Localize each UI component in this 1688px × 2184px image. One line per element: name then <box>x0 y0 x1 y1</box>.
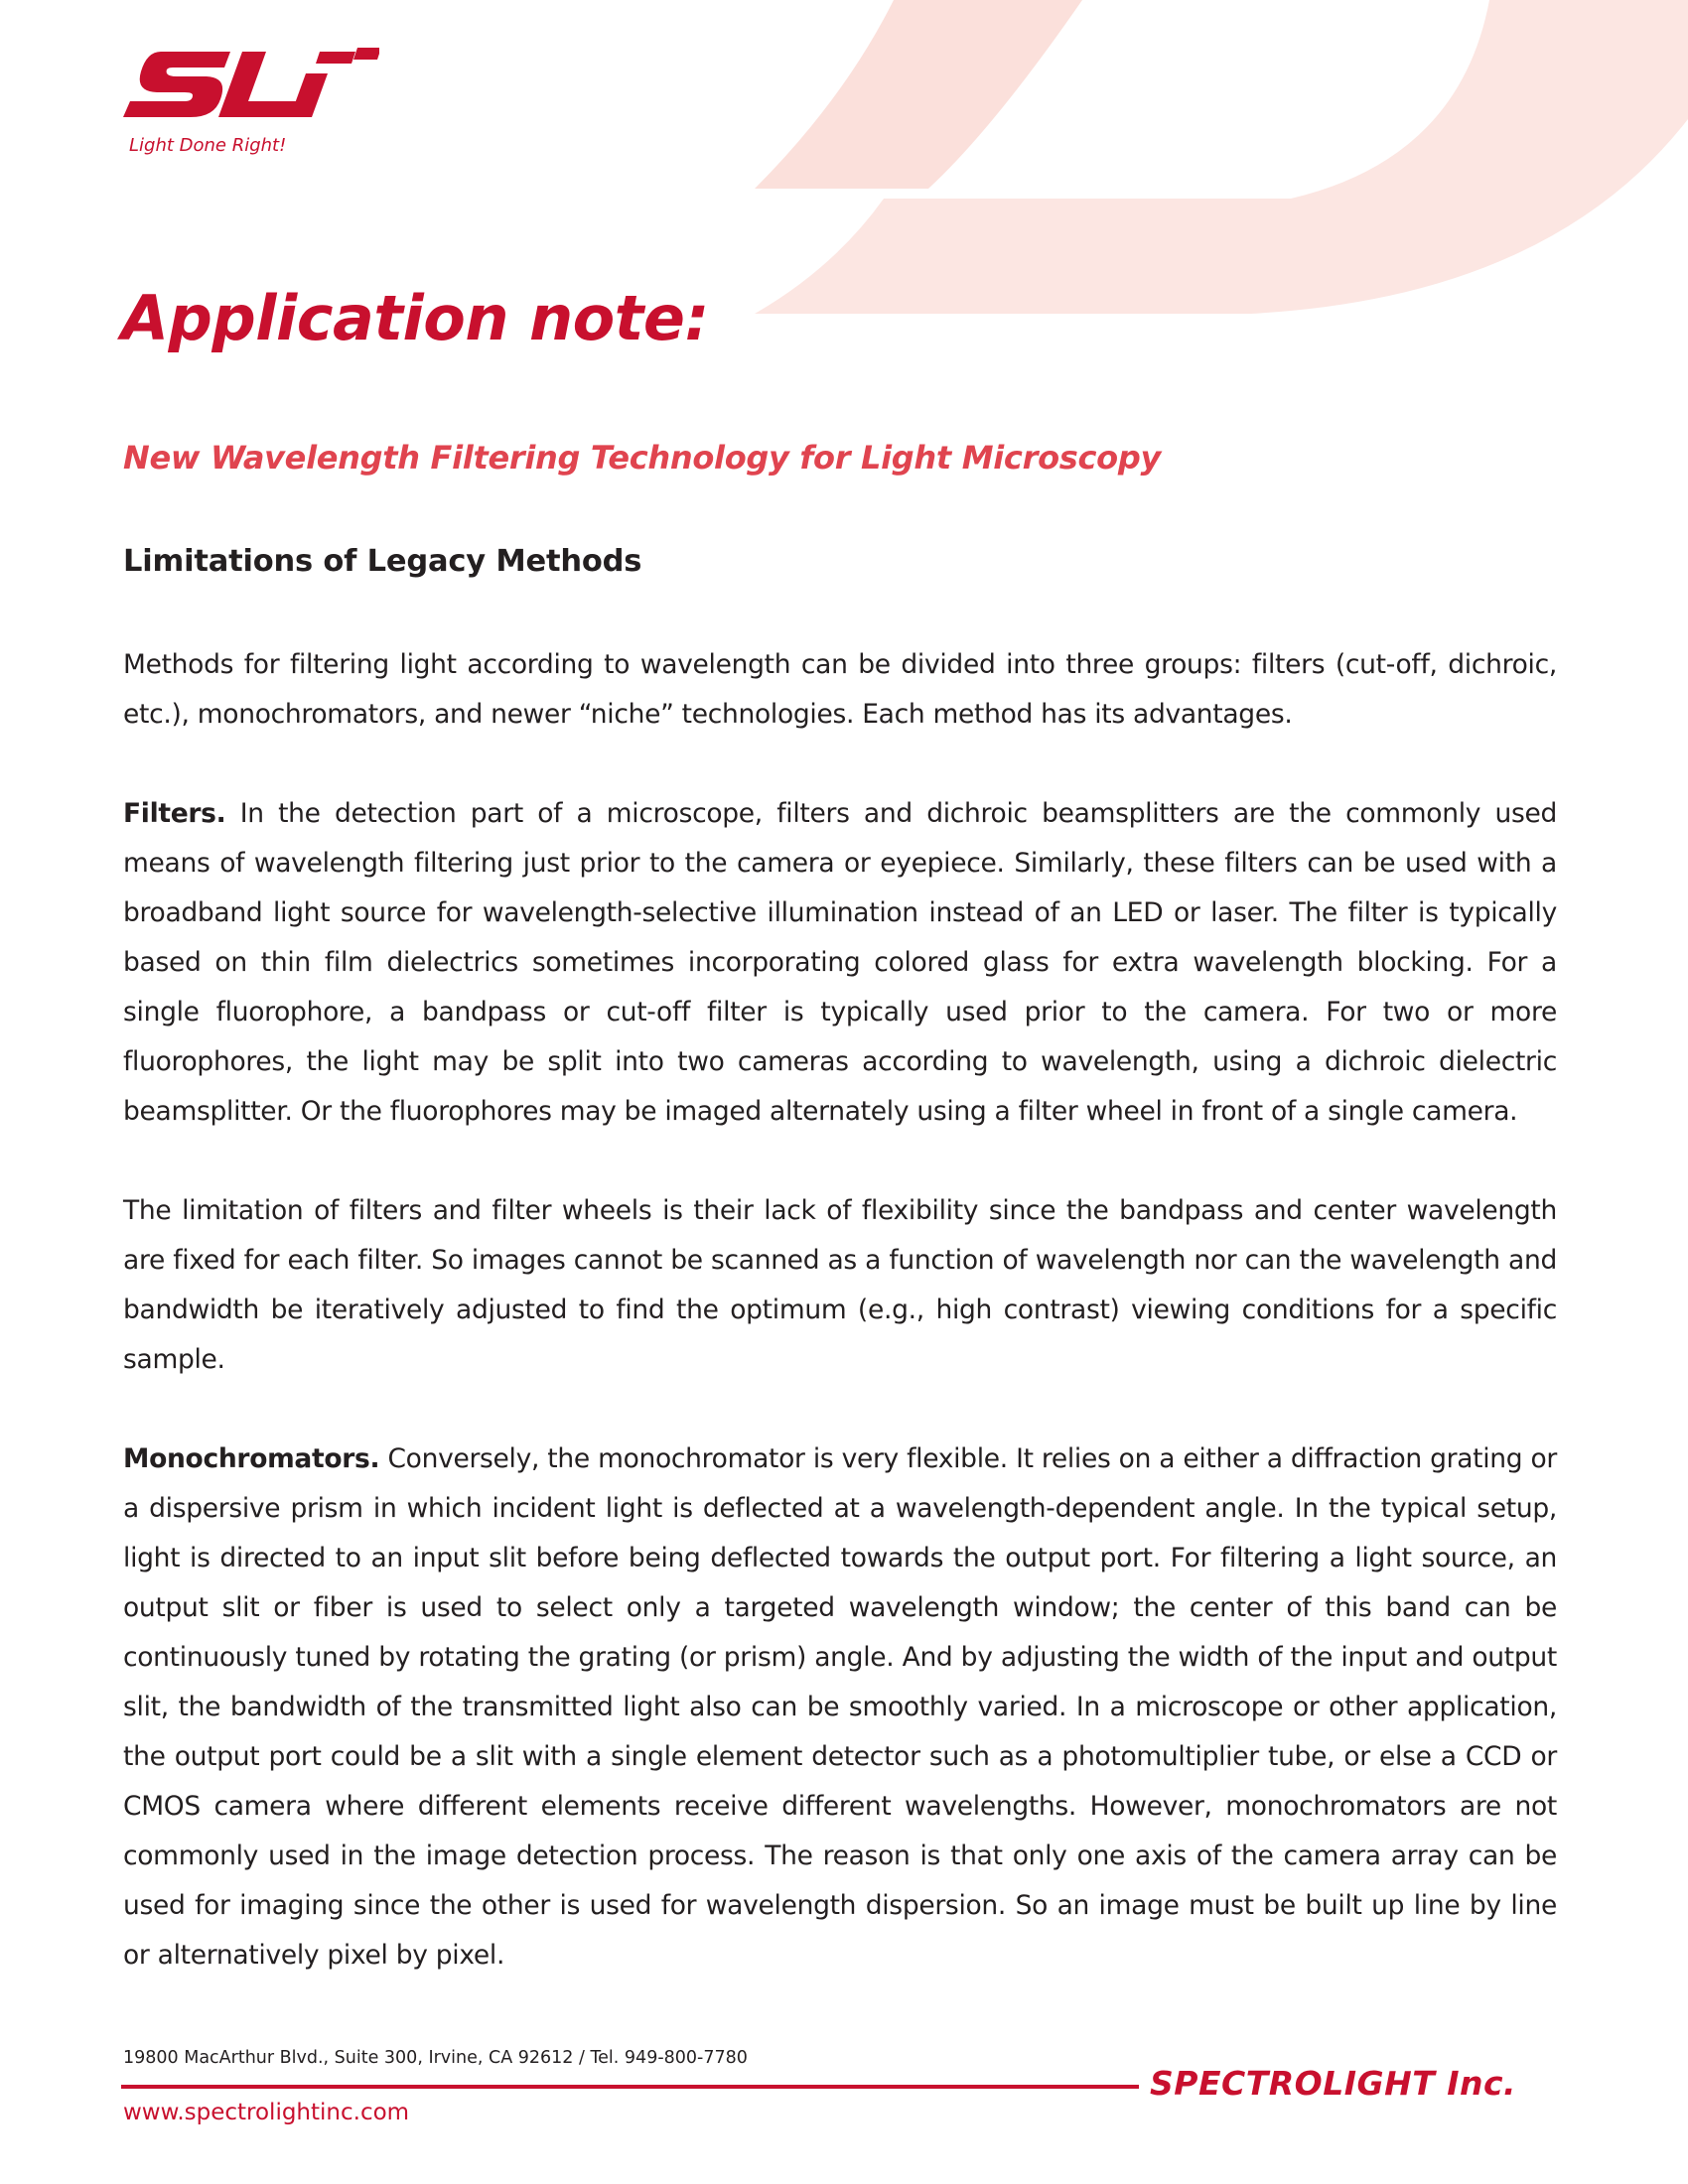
intro-paragraph: Methods for filtering light according to wavelength can be divided into three groups: filters (cut-off, dichroic, etc.), monochromators, and newer “niche” technologies. Each method has its advantages. <box>123 649 1557 730</box>
page-title: Application note: <box>121 282 709 354</box>
footer-company-name: SPECTROLIGHT Inc. <box>1150 2064 1517 2103</box>
filters-limitation-paragraph: The limitation of filters and filter wheels is their lack of flexibility since the bandpass and center wavelength are fixed for each filter. So images cannot be scanned as a function of wavelength nor can the wavelength and bandwidth be iteratively adjusted to find the optimum (e.g., high contrast) viewing conditions for a specific sample. <box>123 1195 1557 1375</box>
monochromators-paragraph <box>123 1434 1557 1980</box>
page-subtitle: New Wavelength Filtering Technology for Light Microscopy <box>123 439 1162 477</box>
filters-text: In the detection part of a microscope, filters and dichroic beamsplitters are the commonly used means of wavelength filtering just prior to the camera or eyepiece. Similarly, these filters can be used with a broadband light source for wavelength-selective illumination instead of an LED or laser. The filter is typically based on thin film dielectrics sometimes incorporating colored glass for extra wavelength blocking. For a single fluorophore, a bandpass or cut-off filter is typically used prior to the camera. For two or more fluorophores, the light may be split into two cameras according to wavelength, using a dichroic dielectric beamsplitter. Or the fluorophores may be imaged alternately using a filter wheel in front of a single camera. <box>123 798 1557 1127</box>
monochromators-text: Conversely, the monochromator is very flexible. It relies on a either a diffraction grating or a dispersive prism in which incident light is deflected at a wavelength-dependent angle. In the typical setup, light is directed to an input slit before being deflected towards the output port. For filtering a light source, an output slit or fiber is used to select only a targeted wavelength window; the center of this band can be continuously tuned by rotating the grating (or prism) angle. And by adjusting the width of the input and output slit, the bandwidth of the transmitted light also can be smoothly varied. In a microscope or other application, the output port could be a slit with a single element detector such as a photomultiplier tube, or else a CCD or CMOS camera where different elements receive different wavelengths. However, monochromators are not commonly used in the image detection process. The reason is that only one axis of the camera array can be used for imaging since the other is used for wavelength dispersion. So an image must be built up line by line or alternatively pixel by pixel. <box>123 1443 1557 1971</box>
footer-divider <box>121 2085 1139 2089</box>
logo-tagline: Light Done Right! <box>129 135 287 156</box>
filters-lead: Filters. <box>123 798 226 829</box>
filters-paragraph <box>123 789 1557 1137</box>
section-heading: Limitations of Legacy Methods <box>123 544 642 579</box>
sli-logo-mark <box>121 44 379 125</box>
swoosh-shape-upper <box>755 0 1082 189</box>
company-logo <box>121 44 389 163</box>
monochromators-lead: Monochromators. <box>123 1443 380 1474</box>
footer-address: 19800 MacArthur Blvd., Suite 300, Irvine, CA 92612 / Tel. 949-800-7780 <box>123 2048 748 2068</box>
footer-website-link[interactable]: www.spectrolightinc.com <box>123 2100 410 2125</box>
